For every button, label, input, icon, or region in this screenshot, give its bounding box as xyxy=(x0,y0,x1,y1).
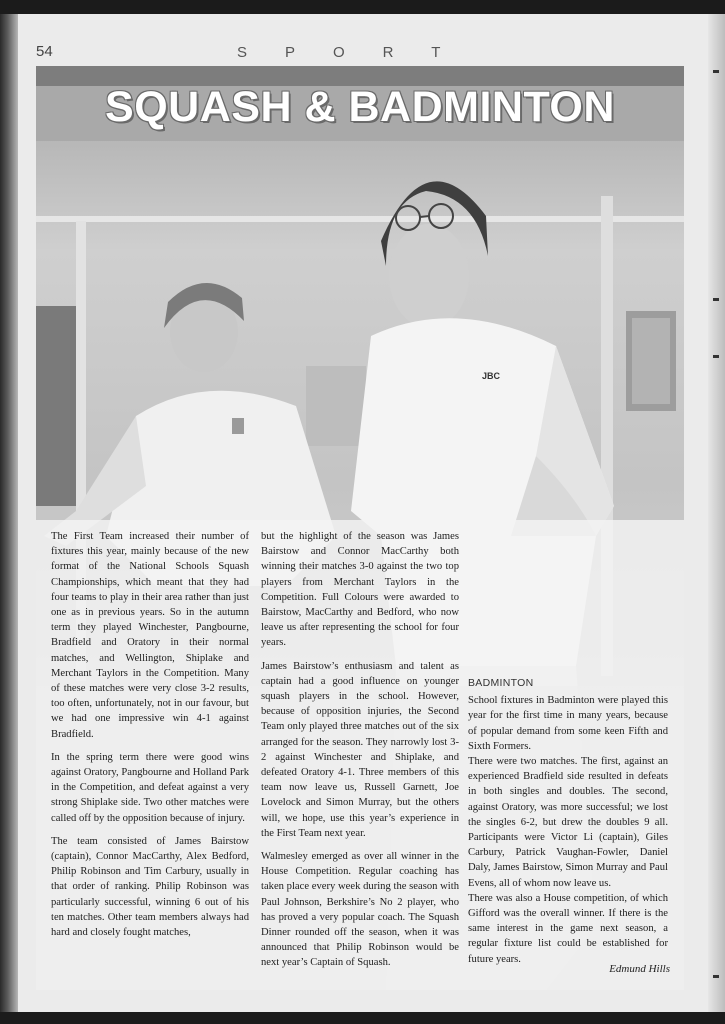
paragraph: In the spring term there were good wins against Oratory, Pangbourne and Holland Park in the Competition, and defeat against a very strong Shiplake side. Two other matches were called off by the opposition because of injury. xyxy=(51,751,249,824)
paragraph: The First Team increased their number of fixtures this year, mainly because of the new format of the National Schools Squash Championships, which meant that they had four teams to play in their area rather than just one as in previous years. So in the autumn term they played Winchester, Pangbourne, Bradfield and Oratory in their normal matches, and Wellington, Shiplake and Merchant Taylors in the Competition. Many of these matches were very close 3-2 results, too often, unfortunately, not in our favour, but we had one impressive win 4-1 against Bradfield. xyxy=(51,531,249,740)
column-3 xyxy=(468,676,668,975)
column-1 xyxy=(51,529,249,948)
paragraph: School fixtures in Badminton were played this year for the first time in many years, because of popular demand from some keen Fifth and Sixth Formers. xyxy=(468,695,668,752)
edge-mark xyxy=(713,355,719,358)
column-2 xyxy=(261,529,459,979)
section-label: SPORT xyxy=(237,44,479,61)
paragraph: The team consisted of James Bairstow (captain), Connor MacCarthy, Alex Bedford, Philip Robinson and Tim Carbury, usually in that order of ranking. Philip Robinson was particularly successful, winning 6 out of his ten matches. Other team members always had hard and closely fought matches, xyxy=(51,835,249,939)
paragraph: Walmesley emerged as over all winner in the House Competition. Regular coaching has taken place every week during the season with Paul Johnson, Berkshire’s No 2 player, who has proved a very popular coach. The Squash Dinner rounded off the season, when it was announced that Philip Robinson would be next year’s Captain of Squash. xyxy=(261,851,459,969)
shirt-logo: JBC xyxy=(482,371,501,381)
page-number: 54 xyxy=(36,43,53,60)
edge-mark xyxy=(713,975,719,978)
paragraph: James Bairstow’s enthusiasm and talent as captain had a good influence on younger squash players in the school. However, because of opposition injuries, the Second Team only played three matches out of the six arranged for the season. They narrowly lost 3-2 against Winchester and Shiplake, and defeated Oratory 4-1. Three members of this team now leave us, Russell Garnett, Joe Lovelock and Simon Murray, but the others will, we hope, use this year’s experience in the First Team next year. xyxy=(261,660,459,839)
paragraph: but the highlight of the season was James Bairstow and Connor MacCarthy both winning their matches 3-0 against the two top players from Merchant Taylors in the Competition. Full Colours were awarded to Bairstow, MacCarthy and Bedford, who now leave us after representing the school for four years. xyxy=(261,531,459,649)
author-byline: Edmund Hills xyxy=(609,963,670,975)
page-edge xyxy=(708,14,725,1012)
paragraph: There was also a House competition, of which Gifford was the overall winner. If there is the same interest in the game next season, a regular fixture list could be established for future years. xyxy=(468,892,668,965)
badminton-heading: BADMINTON xyxy=(468,677,534,689)
article-title: SQUASH & BADMINTON xyxy=(105,83,615,131)
edge-mark xyxy=(713,298,719,301)
paragraph: There were two matches. The first, against an experienced Bradfield side resulted in defeats in both singles and doubles. The second, against Oratory, was more successful; we lost the singles 6-2, but drew the doubles 9 all. Participants were Victor Li (captain), Giles Carbury, Patrick Vaughan-Fowler, Daniel Daly, James Bairstow, Simon Murray and Paul Evens, all of whom now leave us. xyxy=(468,756,668,889)
edge-mark xyxy=(713,70,719,73)
